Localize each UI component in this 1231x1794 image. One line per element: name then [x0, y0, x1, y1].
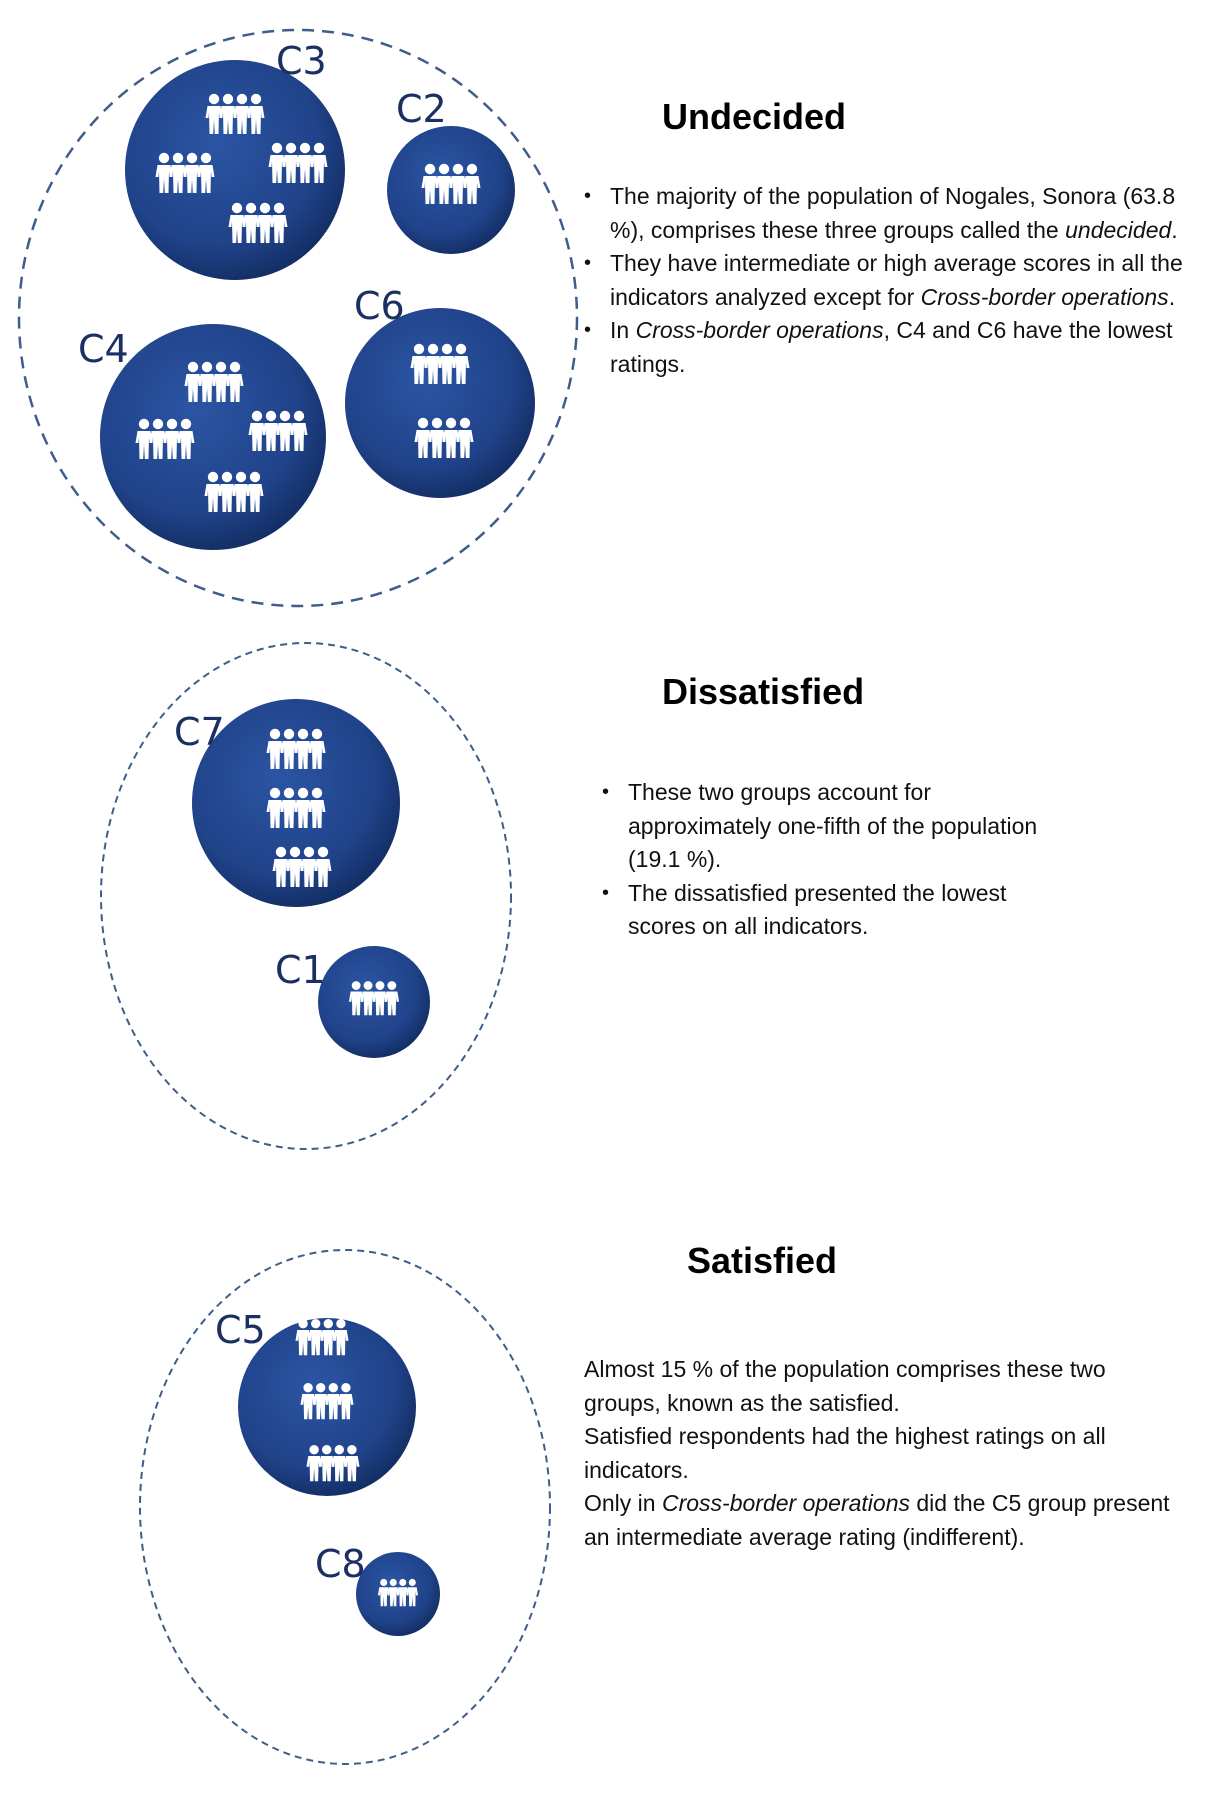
cluster-c1-label: C1 — [275, 948, 326, 992]
dissatisfied-bullet-list — [602, 776, 1052, 944]
bullet-item: • The majority of the population of Nogales, Sonora (63.8 %), comprises these three groups called the undecided. — [584, 180, 1184, 247]
satisfied-heading: Satisfied — [687, 1240, 838, 1281]
cluster-c4-circle — [100, 324, 326, 550]
bullet-item: • In Cross-border operations, C4 and C6 have the lowest ratings. — [584, 314, 1184, 381]
italic-term: Cross-border operations — [635, 317, 884, 343]
cluster-c6-circle — [345, 308, 535, 498]
bullet-item: • These two groups account for approximately one-fifth of the population (19.1 %). — [602, 776, 1052, 877]
cluster-c5-label: C5 — [215, 1308, 266, 1352]
italic-term: undecided — [1065, 216, 1172, 243]
cluster-c1-circle — [318, 946, 430, 1058]
undecided-description — [584, 180, 1184, 381]
bullet-item: • The dissatisfied presented the lowest scores on all indicators. — [602, 877, 1052, 944]
italic-term: Cross-border operations — [920, 283, 1169, 310]
bullet-item: • They have intermediate or high average scores in all the indicators analyzed except for Cross-border operations. — [584, 247, 1184, 314]
paragraph: Satisfied respondents had the highest ratings on all indicators. — [584, 1423, 1106, 1483]
cluster-c2-circle — [387, 126, 515, 254]
dissatisfied-heading: Dissatisfied — [662, 671, 865, 712]
cluster-c4-label: C4 — [78, 327, 129, 371]
paragraph: Only in Cross-border operations did the C5 group present an intermediate average rating (indifferent). — [584, 1490, 1170, 1550]
cluster-c6-label: C6 — [354, 284, 405, 328]
paragraph: Almost 15 % of the population comprises these two groups, known as the satisfied. — [584, 1356, 1106, 1416]
people-group-icon — [267, 729, 332, 887]
cluster-c7-label: C7 — [174, 710, 225, 754]
undecided-heading: Undecided — [662, 96, 847, 137]
cluster-c2-label: C2 — [396, 87, 447, 131]
italic-term: Cross-border operations — [661, 1490, 910, 1516]
dissatisfied-description — [602, 776, 1052, 944]
undecided-bullet-list — [584, 180, 1184, 381]
cluster-c3-label: C3 — [276, 39, 327, 83]
satisfied-description — [584, 1353, 1184, 1554]
cluster-c8-label: C8 — [315, 1542, 366, 1586]
